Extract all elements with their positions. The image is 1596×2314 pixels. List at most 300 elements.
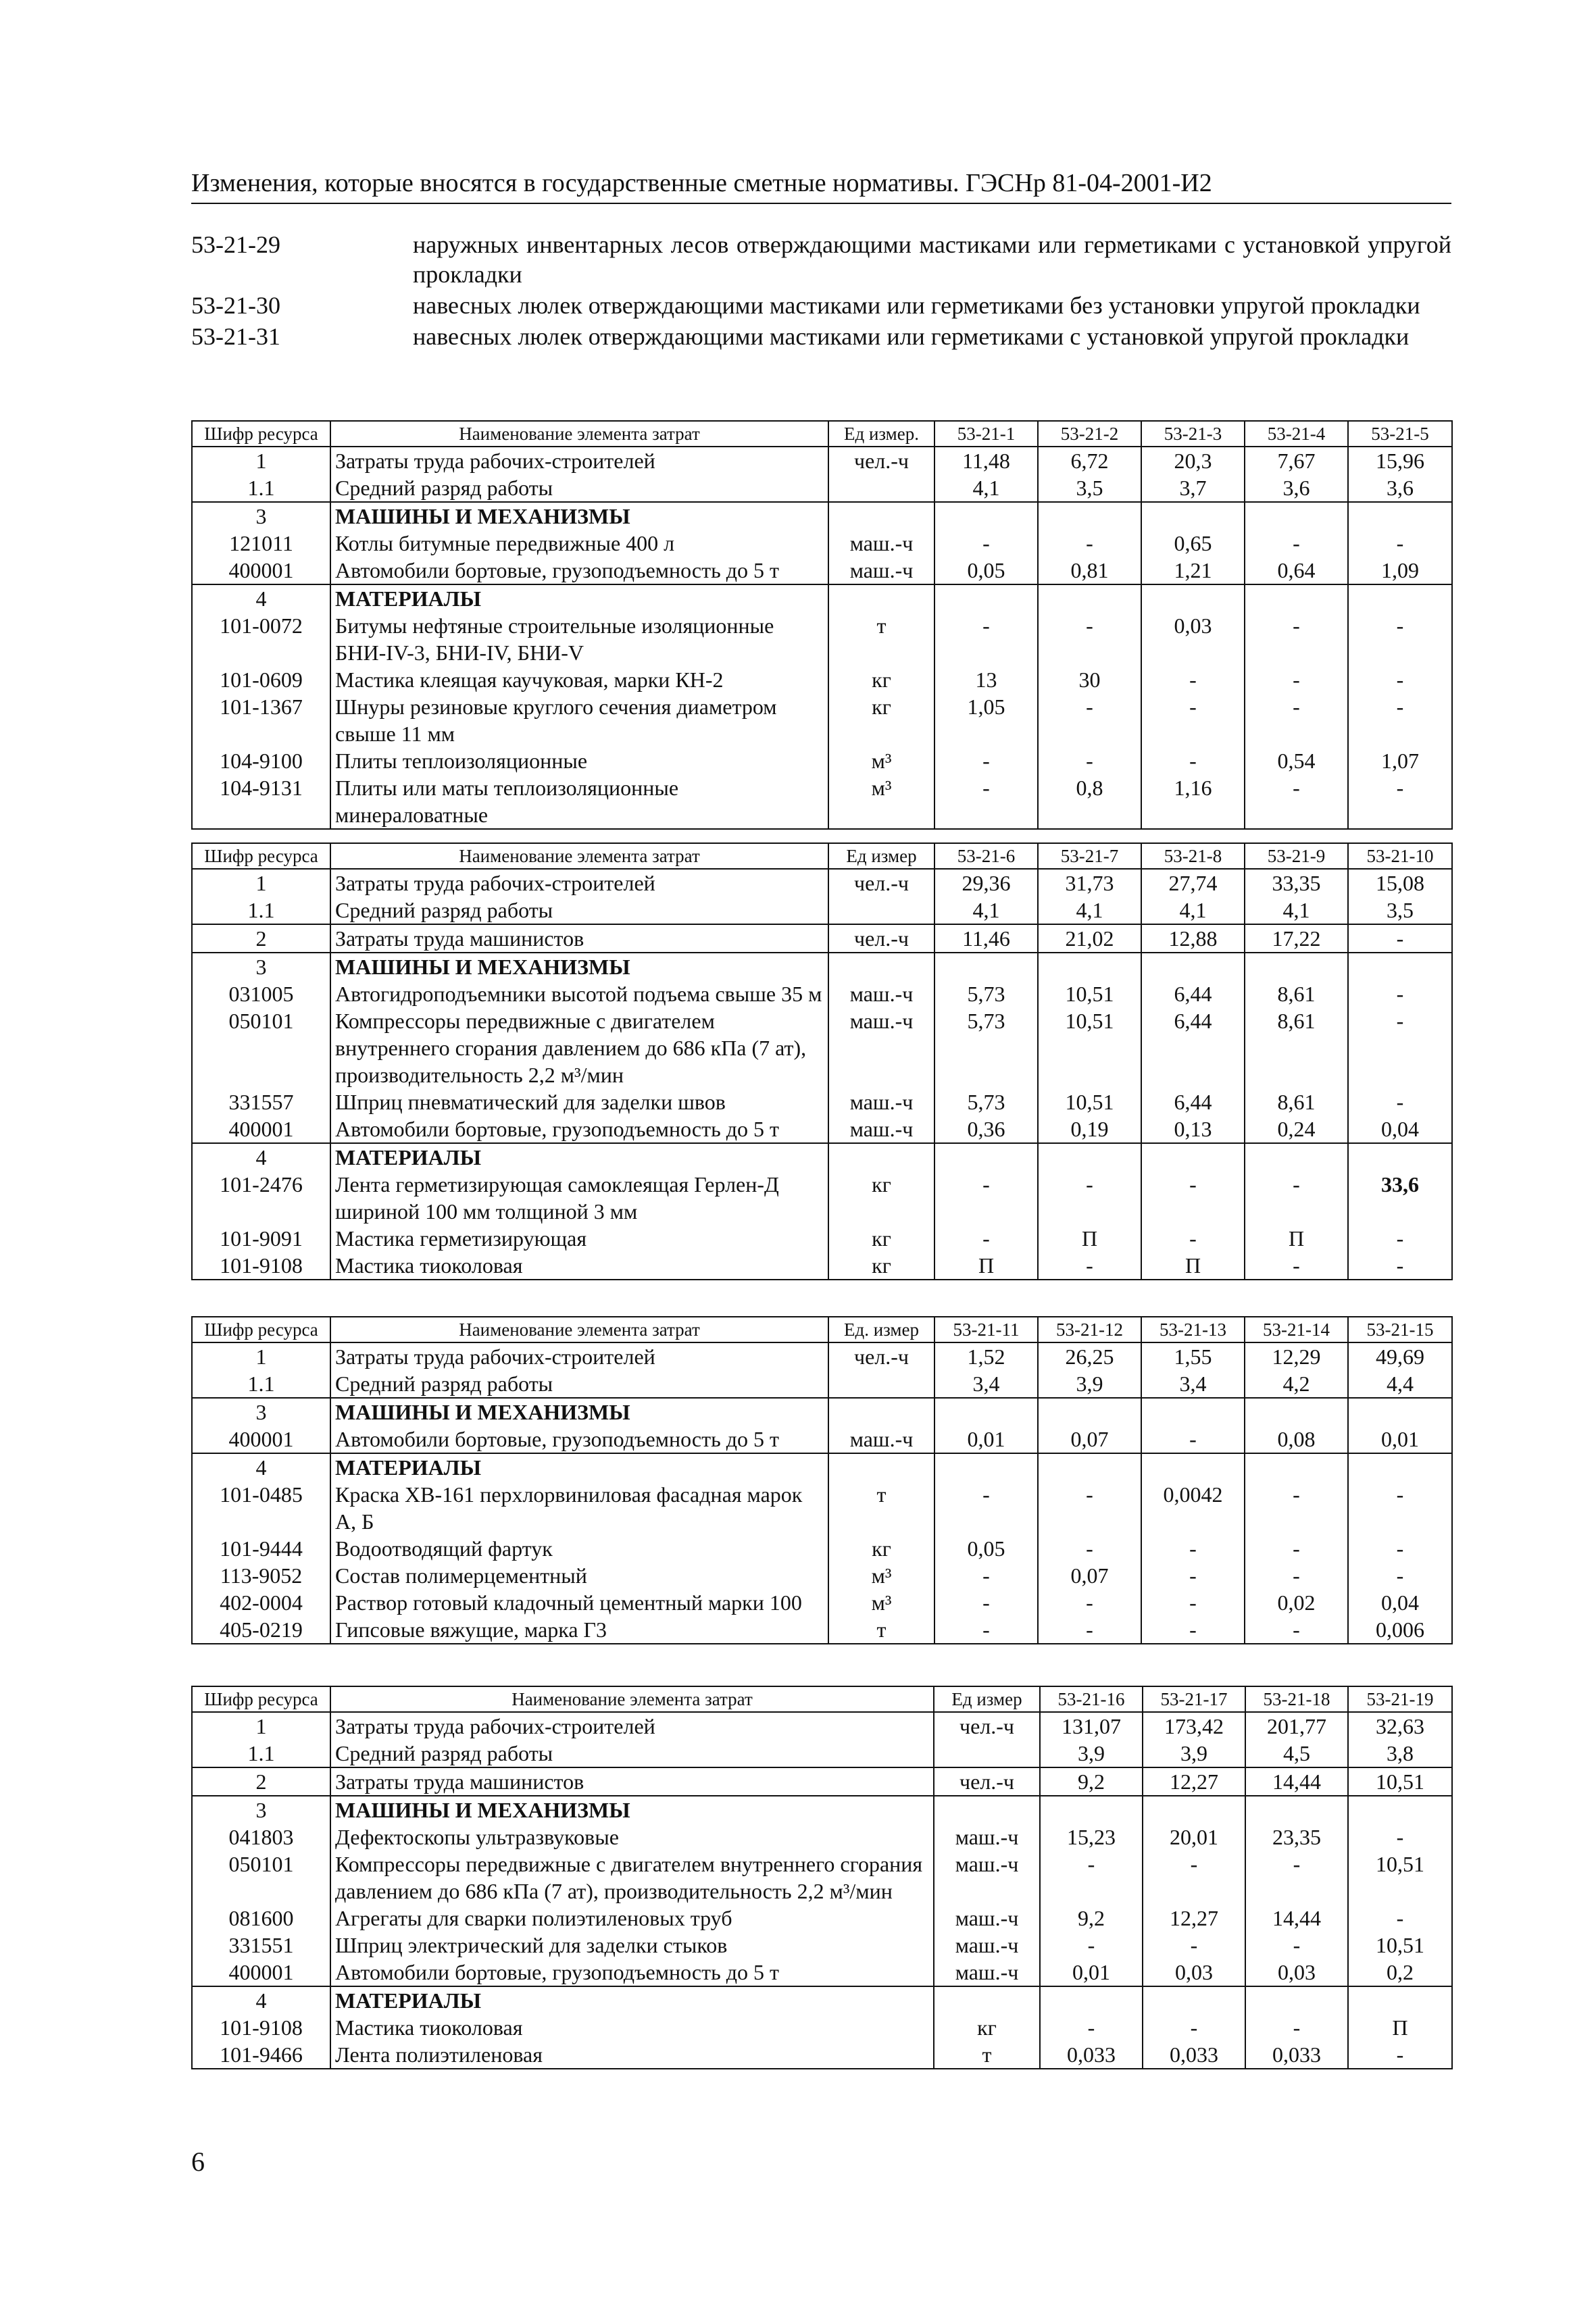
value-cell: 29,36 bbox=[934, 869, 1038, 897]
resource-code: 101-9091 bbox=[192, 1225, 330, 1252]
unit-cell: чел.-ч bbox=[828, 869, 934, 897]
value-cell: - bbox=[1040, 1932, 1143, 1959]
unit-cell bbox=[828, 502, 934, 530]
value-cell: - bbox=[1245, 530, 1348, 557]
value-cell: 4,1 bbox=[934, 474, 1038, 502]
table-row bbox=[192, 1616, 1452, 1644]
unit-cell: чел.-ч bbox=[828, 447, 934, 474]
value-cell: - bbox=[1348, 980, 1452, 1007]
cost-element-name: Затраты труда рабочих-строителей bbox=[330, 1342, 828, 1370]
table-row bbox=[192, 1398, 1452, 1426]
value-cell: 14,44 bbox=[1245, 1905, 1348, 1932]
unit-cell: маш.-ч bbox=[828, 1115, 934, 1143]
value-cell bbox=[1348, 502, 1452, 530]
value-cell: 5,73 bbox=[934, 1088, 1038, 1115]
table-row bbox=[192, 1007, 1452, 1088]
resource-code: 104-9131 bbox=[192, 774, 330, 829]
value-cell: - bbox=[1348, 1088, 1452, 1115]
value-cell bbox=[1245, 1986, 1348, 2014]
value-cell: 10,51 bbox=[1348, 1932, 1452, 1959]
resource-code: 3 bbox=[192, 1398, 330, 1426]
table-row bbox=[192, 924, 1452, 953]
table-row bbox=[192, 530, 1452, 557]
value-cell: 8,61 bbox=[1245, 1088, 1348, 1115]
value-cell: - bbox=[1348, 1823, 1452, 1851]
value-cell bbox=[1348, 1398, 1452, 1426]
value-cell: 8,61 bbox=[1245, 980, 1348, 1007]
resource-code: 101-9108 bbox=[192, 1252, 330, 1280]
value-cell: 3,6 bbox=[1245, 474, 1348, 502]
value-cell: - bbox=[1038, 1589, 1141, 1616]
value-cell: 173,42 bbox=[1143, 1712, 1245, 1740]
value-cell: 26,25 bbox=[1038, 1342, 1141, 1370]
value-cell: - bbox=[1245, 1851, 1348, 1905]
value-cell: 1,21 bbox=[1141, 557, 1245, 584]
value-cell: - bbox=[1348, 1562, 1452, 1589]
value-cell: - bbox=[934, 774, 1038, 829]
cost-element-name: Шприц электрический для заделки стыков bbox=[330, 1932, 934, 1959]
table-row bbox=[192, 1426, 1452, 1453]
intro-list bbox=[191, 230, 1451, 353]
unit-cell: чел.-ч bbox=[828, 1342, 934, 1370]
unit-cell: м³ bbox=[828, 747, 934, 774]
unit-cell: кг bbox=[828, 1171, 934, 1225]
resource-code: 101-1367 bbox=[192, 693, 330, 747]
value-cell: - bbox=[1348, 1481, 1452, 1535]
value-cell: 4,1 bbox=[1245, 897, 1348, 924]
header-code: Шифр ресурса bbox=[192, 843, 330, 869]
table-row bbox=[192, 1740, 1452, 1767]
value-cell: - bbox=[1038, 747, 1141, 774]
intro-code: 53-21-30 bbox=[191, 292, 280, 319]
value-cell: 15,96 bbox=[1348, 447, 1452, 474]
value-cell bbox=[934, 1398, 1038, 1426]
table-row bbox=[192, 2041, 1452, 2069]
unit-cell: кг bbox=[828, 1225, 934, 1252]
value-cell: 131,07 bbox=[1040, 1712, 1143, 1740]
value-cell: - bbox=[1143, 1851, 1245, 1905]
value-cell bbox=[1040, 1796, 1143, 1823]
resource-code: 1 bbox=[192, 869, 330, 897]
value-cell: 7,67 bbox=[1245, 447, 1348, 474]
table-row bbox=[192, 869, 1452, 897]
unit-cell: т bbox=[828, 612, 934, 666]
cost-element-name: Компрессоры передвижные с двигателем внутреннего сгорания давлением до 686 кПа (7 ат), производительность 2,2 м³/мин bbox=[330, 1851, 934, 1905]
resource-code: 331551 bbox=[192, 1932, 330, 1959]
value-cell: - bbox=[1245, 666, 1348, 693]
table-row bbox=[192, 1453, 1452, 1481]
value-cell: 12,29 bbox=[1245, 1342, 1348, 1370]
value-cell: 0,04 bbox=[1348, 1589, 1452, 1616]
resource-table-1 bbox=[191, 420, 1453, 830]
value-cell: П bbox=[1141, 1252, 1245, 1280]
table-row bbox=[192, 557, 1452, 584]
value-cell: - bbox=[1143, 2014, 1245, 2041]
resource-code: 101-0072 bbox=[192, 612, 330, 666]
cost-element-name: МАТЕРИАЛЫ bbox=[330, 1986, 934, 2014]
value-cell: 10,51 bbox=[1038, 1007, 1141, 1088]
table-row bbox=[192, 502, 1452, 530]
value-cell: П bbox=[1245, 1225, 1348, 1252]
resource-code: 050101 bbox=[192, 1851, 330, 1905]
resource-code: 4 bbox=[192, 1453, 330, 1481]
table-row bbox=[192, 1562, 1452, 1589]
value-cell: 4,4 bbox=[1348, 1370, 1452, 1398]
cost-element-name: Мастика тиоколовая bbox=[330, 2014, 934, 2041]
value-cell: 0,13 bbox=[1141, 1115, 1245, 1143]
intro-item bbox=[191, 291, 1451, 320]
resource-code: 113-9052 bbox=[192, 1562, 330, 1589]
cost-element-name: Затраты труда рабочих-строителей bbox=[330, 1712, 934, 1740]
value-cell: - bbox=[1141, 1589, 1245, 1616]
value-cell: 11,48 bbox=[934, 447, 1038, 474]
unit-cell: маш.-ч bbox=[828, 557, 934, 584]
header-name: Наименование элемента затрат bbox=[330, 421, 828, 447]
cost-element-name: МАШИНЫ И МЕХАНИЗМЫ bbox=[330, 1796, 934, 1823]
value-cell: 6,44 bbox=[1141, 1007, 1245, 1088]
value-cell: 0,006 bbox=[1348, 1616, 1452, 1644]
value-cell: - bbox=[1040, 2014, 1143, 2041]
value-cell: 1,52 bbox=[934, 1342, 1038, 1370]
value-cell bbox=[1245, 1796, 1348, 1823]
resource-code: 101-9466 bbox=[192, 2041, 330, 2069]
cost-element-name: Гипсовые вяжущие, марка Г3 bbox=[330, 1616, 828, 1644]
cost-element-name: МАШИНЫ И МЕХАНИЗМЫ bbox=[330, 953, 828, 980]
value-cell: 0,07 bbox=[1038, 1426, 1141, 1453]
resource-code: 121011 bbox=[192, 530, 330, 557]
unit-cell: маш.-ч bbox=[828, 1426, 934, 1453]
value-cell: 3,9 bbox=[1040, 1740, 1143, 1767]
value-cell: - bbox=[1245, 1252, 1348, 1280]
value-cell: 3,5 bbox=[1038, 474, 1141, 502]
table-row bbox=[192, 474, 1452, 502]
value-cell: - bbox=[934, 1225, 1038, 1252]
value-cell: - bbox=[1141, 693, 1245, 747]
value-cell bbox=[1038, 502, 1141, 530]
value-cell: - bbox=[1348, 1905, 1452, 1932]
cost-element-name: Затраты труда рабочих-строителей bbox=[330, 447, 828, 474]
value-cell: - bbox=[1038, 1616, 1141, 1644]
unit-cell: кг bbox=[828, 1252, 934, 1280]
value-cell: 0,81 bbox=[1038, 557, 1141, 584]
value-cell: - bbox=[1348, 666, 1452, 693]
table-header-row bbox=[192, 1317, 1452, 1342]
value-cell bbox=[1143, 1986, 1245, 2014]
value-cell: 32,63 bbox=[1348, 1712, 1452, 1740]
header-unit: Ед измер bbox=[828, 843, 934, 869]
value-cell: - bbox=[1245, 2014, 1348, 2041]
value-cell: - bbox=[1038, 530, 1141, 557]
value-cell: 13 bbox=[934, 666, 1038, 693]
header-norm-code: 53-21-9 bbox=[1245, 843, 1348, 869]
value-cell: 0,24 bbox=[1245, 1115, 1348, 1143]
resource-code: 101-0485 bbox=[192, 1481, 330, 1535]
value-cell: 10,51 bbox=[1348, 1767, 1452, 1796]
value-cell: 4,1 bbox=[1141, 897, 1245, 924]
resource-code: 104-9100 bbox=[192, 747, 330, 774]
value-cell: 3,9 bbox=[1038, 1370, 1141, 1398]
cost-element-name: Средний разряд работы bbox=[330, 474, 828, 502]
header-norm-code: 53-21-14 bbox=[1245, 1317, 1348, 1342]
table-row bbox=[192, 1225, 1452, 1252]
cost-element-name: МАТЕРИАЛЫ bbox=[330, 1453, 828, 1481]
cost-element-name: Автомобили бортовые, грузоподъемность до 5 т bbox=[330, 1959, 934, 1986]
header-norm-code: 53-21-10 bbox=[1348, 843, 1452, 869]
table-row bbox=[192, 447, 1452, 474]
header-norm-code: 53-21-7 bbox=[1038, 843, 1141, 869]
intro-item bbox=[191, 230, 1451, 289]
value-cell: 6,44 bbox=[1141, 980, 1245, 1007]
header-code: Шифр ресурса bbox=[192, 1686, 330, 1712]
value-cell: 15,08 bbox=[1348, 869, 1452, 897]
value-cell: П bbox=[1348, 2014, 1452, 2041]
value-cell bbox=[1141, 1143, 1245, 1171]
value-cell: 11,46 bbox=[934, 924, 1038, 953]
header-name: Наименование элемента затрат bbox=[330, 843, 828, 869]
value-cell: 9,2 bbox=[1040, 1767, 1143, 1796]
unit-cell bbox=[828, 897, 934, 924]
table-row bbox=[192, 1986, 1452, 2014]
value-cell: 33,6 bbox=[1348, 1171, 1452, 1225]
value-cell: - bbox=[1348, 1007, 1452, 1088]
value-cell bbox=[934, 502, 1038, 530]
value-cell: 3,6 bbox=[1348, 474, 1452, 502]
value-cell: - bbox=[1038, 1481, 1141, 1535]
value-cell bbox=[1141, 1398, 1245, 1426]
table-row bbox=[192, 1088, 1452, 1115]
value-cell bbox=[934, 1453, 1038, 1481]
unit-cell: маш.-ч bbox=[934, 1905, 1040, 1932]
value-cell: 0,01 bbox=[1348, 1426, 1452, 1453]
resource-code: 101-9444 bbox=[192, 1535, 330, 1562]
resource-code: 031005 bbox=[192, 980, 330, 1007]
unit-cell: чел.-ч bbox=[934, 1767, 1040, 1796]
value-cell: - bbox=[1141, 1426, 1245, 1453]
value-cell: - bbox=[934, 1171, 1038, 1225]
value-cell bbox=[1141, 502, 1245, 530]
unit-cell bbox=[828, 584, 934, 612]
table-row bbox=[192, 897, 1452, 924]
value-cell: П bbox=[1038, 1225, 1141, 1252]
cost-element-name: Компрессоры передвижные с двигателем внутреннего сгорания давлением до 686 кПа (7 ат), производительность 2,2 м³/мин bbox=[330, 1007, 828, 1088]
table-row bbox=[192, 1959, 1452, 1986]
value-cell: 0,8 bbox=[1038, 774, 1141, 829]
value-cell: 12,88 bbox=[1141, 924, 1245, 953]
value-cell: 27,74 bbox=[1141, 869, 1245, 897]
value-cell: 4,1 bbox=[1038, 897, 1141, 924]
cost-element-name: Лента полиэтиленовая bbox=[330, 2041, 934, 2069]
intro-code: 53-21-31 bbox=[191, 323, 280, 350]
value-cell: - bbox=[934, 612, 1038, 666]
value-cell: - bbox=[1348, 693, 1452, 747]
value-cell: 0,64 bbox=[1245, 557, 1348, 584]
unit-cell: м³ bbox=[828, 1589, 934, 1616]
cost-element-name: Плиты теплоизоляционные bbox=[330, 747, 828, 774]
value-cell: - bbox=[1348, 924, 1452, 953]
value-cell: 3,7 bbox=[1141, 474, 1245, 502]
table-header-row bbox=[192, 843, 1452, 869]
value-cell: 3,9 bbox=[1143, 1740, 1245, 1767]
value-cell: 30 bbox=[1038, 666, 1141, 693]
cost-element-name: Мастика тиоколовая bbox=[330, 1252, 828, 1280]
value-cell: - bbox=[1141, 666, 1245, 693]
value-cell bbox=[1245, 1453, 1348, 1481]
cost-element-name: МАТЕРИАЛЫ bbox=[330, 584, 828, 612]
value-cell: - bbox=[1245, 1535, 1348, 1562]
value-cell: - bbox=[1038, 1252, 1141, 1280]
value-cell: 23,35 bbox=[1245, 1823, 1348, 1851]
resource-code: 331557 bbox=[192, 1088, 330, 1115]
resource-code: 1.1 bbox=[192, 1740, 330, 1767]
cost-element-name: Битумы нефтяные строительные изоляционные БНИ-IV-3, БНИ-IV, БНИ-V bbox=[330, 612, 828, 666]
intro-text: наружных инвентарных лесов отверждающими мастиками или герметиками с установкой упругой прокладки bbox=[413, 231, 1451, 288]
cost-element-name: МАШИНЫ И МЕХАНИЗМЫ bbox=[330, 502, 828, 530]
value-cell: - bbox=[1038, 612, 1141, 666]
unit-cell bbox=[828, 1398, 934, 1426]
resource-code: 101-0609 bbox=[192, 666, 330, 693]
value-cell: - bbox=[1141, 1225, 1245, 1252]
value-cell bbox=[1348, 1796, 1452, 1823]
value-cell: 10,51 bbox=[1348, 1851, 1452, 1905]
table-row bbox=[192, 1905, 1452, 1932]
table-row bbox=[192, 1851, 1452, 1905]
value-cell bbox=[1245, 584, 1348, 612]
value-cell: - bbox=[1141, 1171, 1245, 1225]
value-cell: 17,22 bbox=[1245, 924, 1348, 953]
unit-cell bbox=[934, 1796, 1040, 1823]
value-cell: 0,033 bbox=[1143, 2041, 1245, 2069]
value-cell bbox=[1245, 953, 1348, 980]
table-row bbox=[192, 1481, 1452, 1535]
table-row bbox=[192, 1143, 1452, 1171]
cost-element-name: Автогидроподъемники высотой подъема свыше 35 м bbox=[330, 980, 828, 1007]
header-norm-code: 53-21-2 bbox=[1038, 421, 1141, 447]
value-cell: 33,35 bbox=[1245, 869, 1348, 897]
resource-code: 4 bbox=[192, 584, 330, 612]
unit-cell: чел.-ч bbox=[934, 1712, 1040, 1740]
table-row bbox=[192, 1589, 1452, 1616]
resource-code: 1.1 bbox=[192, 897, 330, 924]
cost-element-name: Краска ХВ-161 перхлорвиниловая фасадная марок А, Б bbox=[330, 1481, 828, 1535]
value-cell: 0,01 bbox=[1040, 1959, 1143, 1986]
resource-code: 400001 bbox=[192, 1426, 330, 1453]
resource-code: 4 bbox=[192, 1986, 330, 2014]
resource-code: 3 bbox=[192, 953, 330, 980]
unit-cell: маш.-ч bbox=[934, 1823, 1040, 1851]
value-cell bbox=[1245, 1398, 1348, 1426]
cost-element-name: Автомобили бортовые, грузоподъемность до 5 т bbox=[330, 1115, 828, 1143]
header-norm-code: 53-21-12 bbox=[1038, 1317, 1141, 1342]
value-cell: 0,03 bbox=[1141, 612, 1245, 666]
value-cell: 4,5 bbox=[1245, 1740, 1348, 1767]
resource-code: 3 bbox=[192, 1796, 330, 1823]
unit-cell bbox=[934, 1740, 1040, 1767]
intro-item bbox=[191, 322, 1451, 351]
value-cell: - bbox=[1141, 1535, 1245, 1562]
value-cell bbox=[1038, 953, 1141, 980]
value-cell: 6,44 bbox=[1141, 1088, 1245, 1115]
value-cell: 1,09 bbox=[1348, 557, 1452, 584]
unit-cell: маш.-ч bbox=[828, 980, 934, 1007]
unit-cell: маш.-ч bbox=[934, 1932, 1040, 1959]
header-norm-code: 53-21-18 bbox=[1245, 1686, 1348, 1712]
value-cell: - bbox=[934, 530, 1038, 557]
unit-cell: маш.-ч bbox=[934, 1959, 1040, 1986]
resource-code: 101-2476 bbox=[192, 1171, 330, 1225]
value-cell: 1,05 bbox=[934, 693, 1038, 747]
value-cell bbox=[1038, 584, 1141, 612]
value-cell: 3,8 bbox=[1348, 1740, 1452, 1767]
unit-cell bbox=[934, 1986, 1040, 2014]
value-cell bbox=[934, 584, 1038, 612]
value-cell: - bbox=[934, 1616, 1038, 1644]
resource-code: 101-9108 bbox=[192, 2014, 330, 2041]
cost-element-name: Дефектоскопы ультразвуковые bbox=[330, 1823, 934, 1851]
cost-element-name: Автомобили бортовые, грузоподъемность до 5 т bbox=[330, 557, 828, 584]
resource-table-2 bbox=[191, 842, 1453, 1280]
value-cell: - bbox=[1038, 1171, 1141, 1225]
resource-code: 400001 bbox=[192, 557, 330, 584]
value-cell: - bbox=[1348, 2041, 1452, 2069]
resource-code: 1 bbox=[192, 447, 330, 474]
cost-element-name: Котлы битумные передвижные 400 л bbox=[330, 530, 828, 557]
value-cell bbox=[1348, 584, 1452, 612]
header-code: Шифр ресурса bbox=[192, 421, 330, 447]
unit-cell: маш.-ч bbox=[828, 530, 934, 557]
value-cell: 0,54 bbox=[1245, 747, 1348, 774]
header-unit: Ед измер. bbox=[828, 421, 934, 447]
unit-cell bbox=[828, 1370, 934, 1398]
value-cell: - bbox=[1348, 1535, 1452, 1562]
value-cell: - bbox=[1040, 1851, 1143, 1905]
table-row bbox=[192, 1767, 1452, 1796]
table-row bbox=[192, 612, 1452, 666]
value-cell: - bbox=[1245, 612, 1348, 666]
value-cell bbox=[1040, 1986, 1143, 2014]
value-cell bbox=[1143, 1796, 1245, 1823]
cost-element-name: Агрегаты для сварки полиэтиленовых труб bbox=[330, 1905, 934, 1932]
value-cell: - bbox=[1348, 774, 1452, 829]
value-cell: - bbox=[1245, 774, 1348, 829]
header-norm-code: 53-21-3 bbox=[1141, 421, 1245, 447]
value-cell: 0,05 bbox=[934, 557, 1038, 584]
value-cell: 0,19 bbox=[1038, 1115, 1141, 1143]
value-cell: - bbox=[1038, 1535, 1141, 1562]
table-row bbox=[192, 953, 1452, 980]
cost-element-name: Затраты труда машинистов bbox=[330, 1767, 934, 1796]
value-cell: - bbox=[1348, 1225, 1452, 1252]
table-row bbox=[192, 1370, 1452, 1398]
value-cell: - bbox=[1245, 1932, 1348, 1959]
resource-code: 2 bbox=[192, 924, 330, 953]
intro-code: 53-21-29 bbox=[191, 231, 280, 258]
header-norm-code: 53-21-1 bbox=[934, 421, 1038, 447]
table-row bbox=[192, 1823, 1452, 1851]
header-name: Наименование элемента затрат bbox=[330, 1686, 934, 1712]
header-norm-code: 53-21-4 bbox=[1245, 421, 1348, 447]
value-cell: - bbox=[1245, 1171, 1348, 1225]
cost-element-name: Раствор готовый кладочный цементный марки 100 bbox=[330, 1589, 828, 1616]
value-cell: - bbox=[1245, 1562, 1348, 1589]
unit-cell: кг bbox=[828, 666, 934, 693]
cost-element-name: Шнуры резиновые круглого сечения диаметром свыше 11 мм bbox=[330, 693, 828, 747]
value-cell: - bbox=[1348, 1252, 1452, 1280]
cost-element-name: Плиты или маты теплоизоляционные минераловатные bbox=[330, 774, 828, 829]
table-row bbox=[192, 1115, 1452, 1143]
value-cell bbox=[1245, 1143, 1348, 1171]
value-cell: 31,73 bbox=[1038, 869, 1141, 897]
value-cell: - bbox=[1245, 1481, 1348, 1535]
